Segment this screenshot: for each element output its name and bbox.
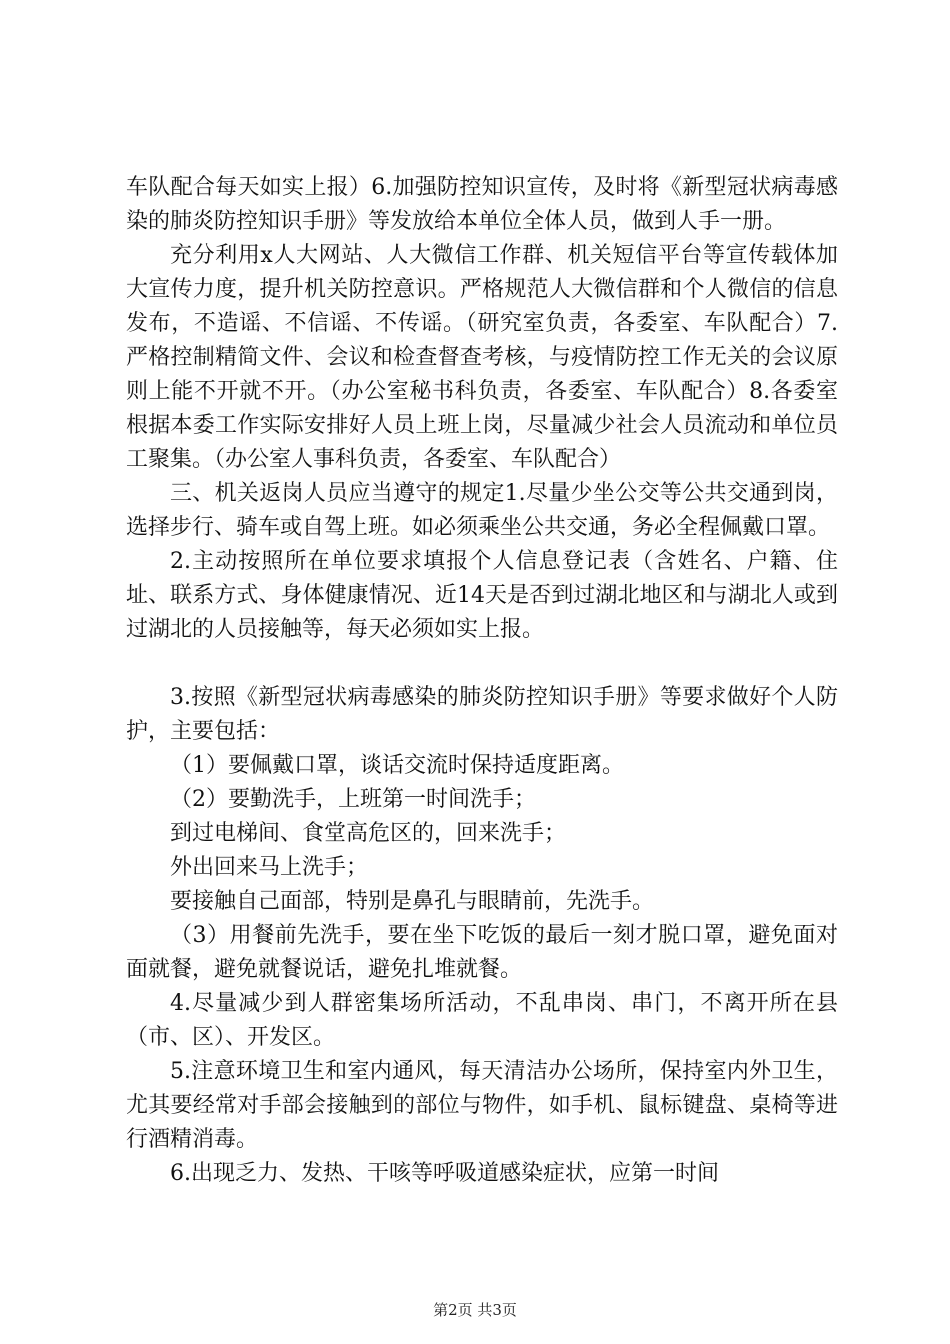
paragraph-gap [126,647,838,681]
paragraph-3: 三、机关返岗人员应当遵守的规定1.尽量少坐公交等公共交通到岗，选择步行、骑车或自驾上班。如必须乘坐公共交通，务必全程佩戴口罩。 [126,481,838,540]
paragraph-1: 车队配合每天如实上报）6.加强防控知识宣传，及时将《新型冠状病毒感染的肺炎防控知识手册》等发放给本单位全体人员，做到人手一册。 [126,175,838,234]
list-item-2: （2）要勤洗手，上班第一时间洗手； [170,787,536,812]
paragraph-5: 3.按照《新型冠状病毒感染的肺炎防控知识手册》等要求做好个人防护，主要包括： [126,685,838,744]
list-item-1: （1）要佩戴口罩，谈话交流时保持适度距离。 [170,753,624,778]
page-footer: 第2页 共3页 [433,1301,517,1319]
list-item-2-line-2: 到过电梯间、食堂高危区的，回来洗手； [170,821,567,846]
list-item-3: （3）用餐前先洗手，要在坐下吃饭的最后一刻才脱口罩，避免面对面就餐，避免就餐说话，避免扎堆就餐。 [126,923,838,982]
list-item-2-line-4: 要接触自己面部，特别是鼻孔与眼睛前，先洗手。 [170,889,655,914]
list-item-2-line-3: 外出回来马上洗手； [170,855,369,880]
paragraph-8: 6.出现乏力、发热、干咳等呼吸道感染症状，应第一时间 [170,1161,719,1186]
paragraph-6: 4.尽量减少到人群密集场所活动，不乱串岗、串门，不离开所在县（市、区）、开发区。 [126,991,838,1050]
paragraph-7: 5.注意环境卫生和室内通风，每天清洁办公场所，保持室内外卫生，尤其要经常对手部会接触到的部位与物件，如手机、鼠标键盘、桌椅等进行酒精消毒。 [126,1059,838,1152]
paragraph-2: 充分利用x人大网站、人大微信工作群、机关短信平台等宣传载体加大宣传力度，提升机关防控意识。严格规范人大微信群和个人微信的信息发布，不造谣、不信谣、不传谣。（研究室负责，各委室、车队配合）7.严格控制精简文件、会议和检查督查考核，与疫情防控工作无关的会议原则上能不开就不开。（办公室秘书科负责，各委室、车队配合）8.各委室根据本委工作实际安排好人员上班上岗，尽量减少社会人员流动和单位员工聚集。（办公室人事科负责，各委室、车队配合） [126,243,838,472]
paragraph-4: 2.主动按照所在单位要求填报个人信息登记表（含姓名、户籍、住址、联系方式、身体健康情况、近14天是否到过湖北地区和与湖北人或到过湖北的人员接触等，每天必须如实上报。 [126,549,838,642]
document-body [126,171,838,1191]
